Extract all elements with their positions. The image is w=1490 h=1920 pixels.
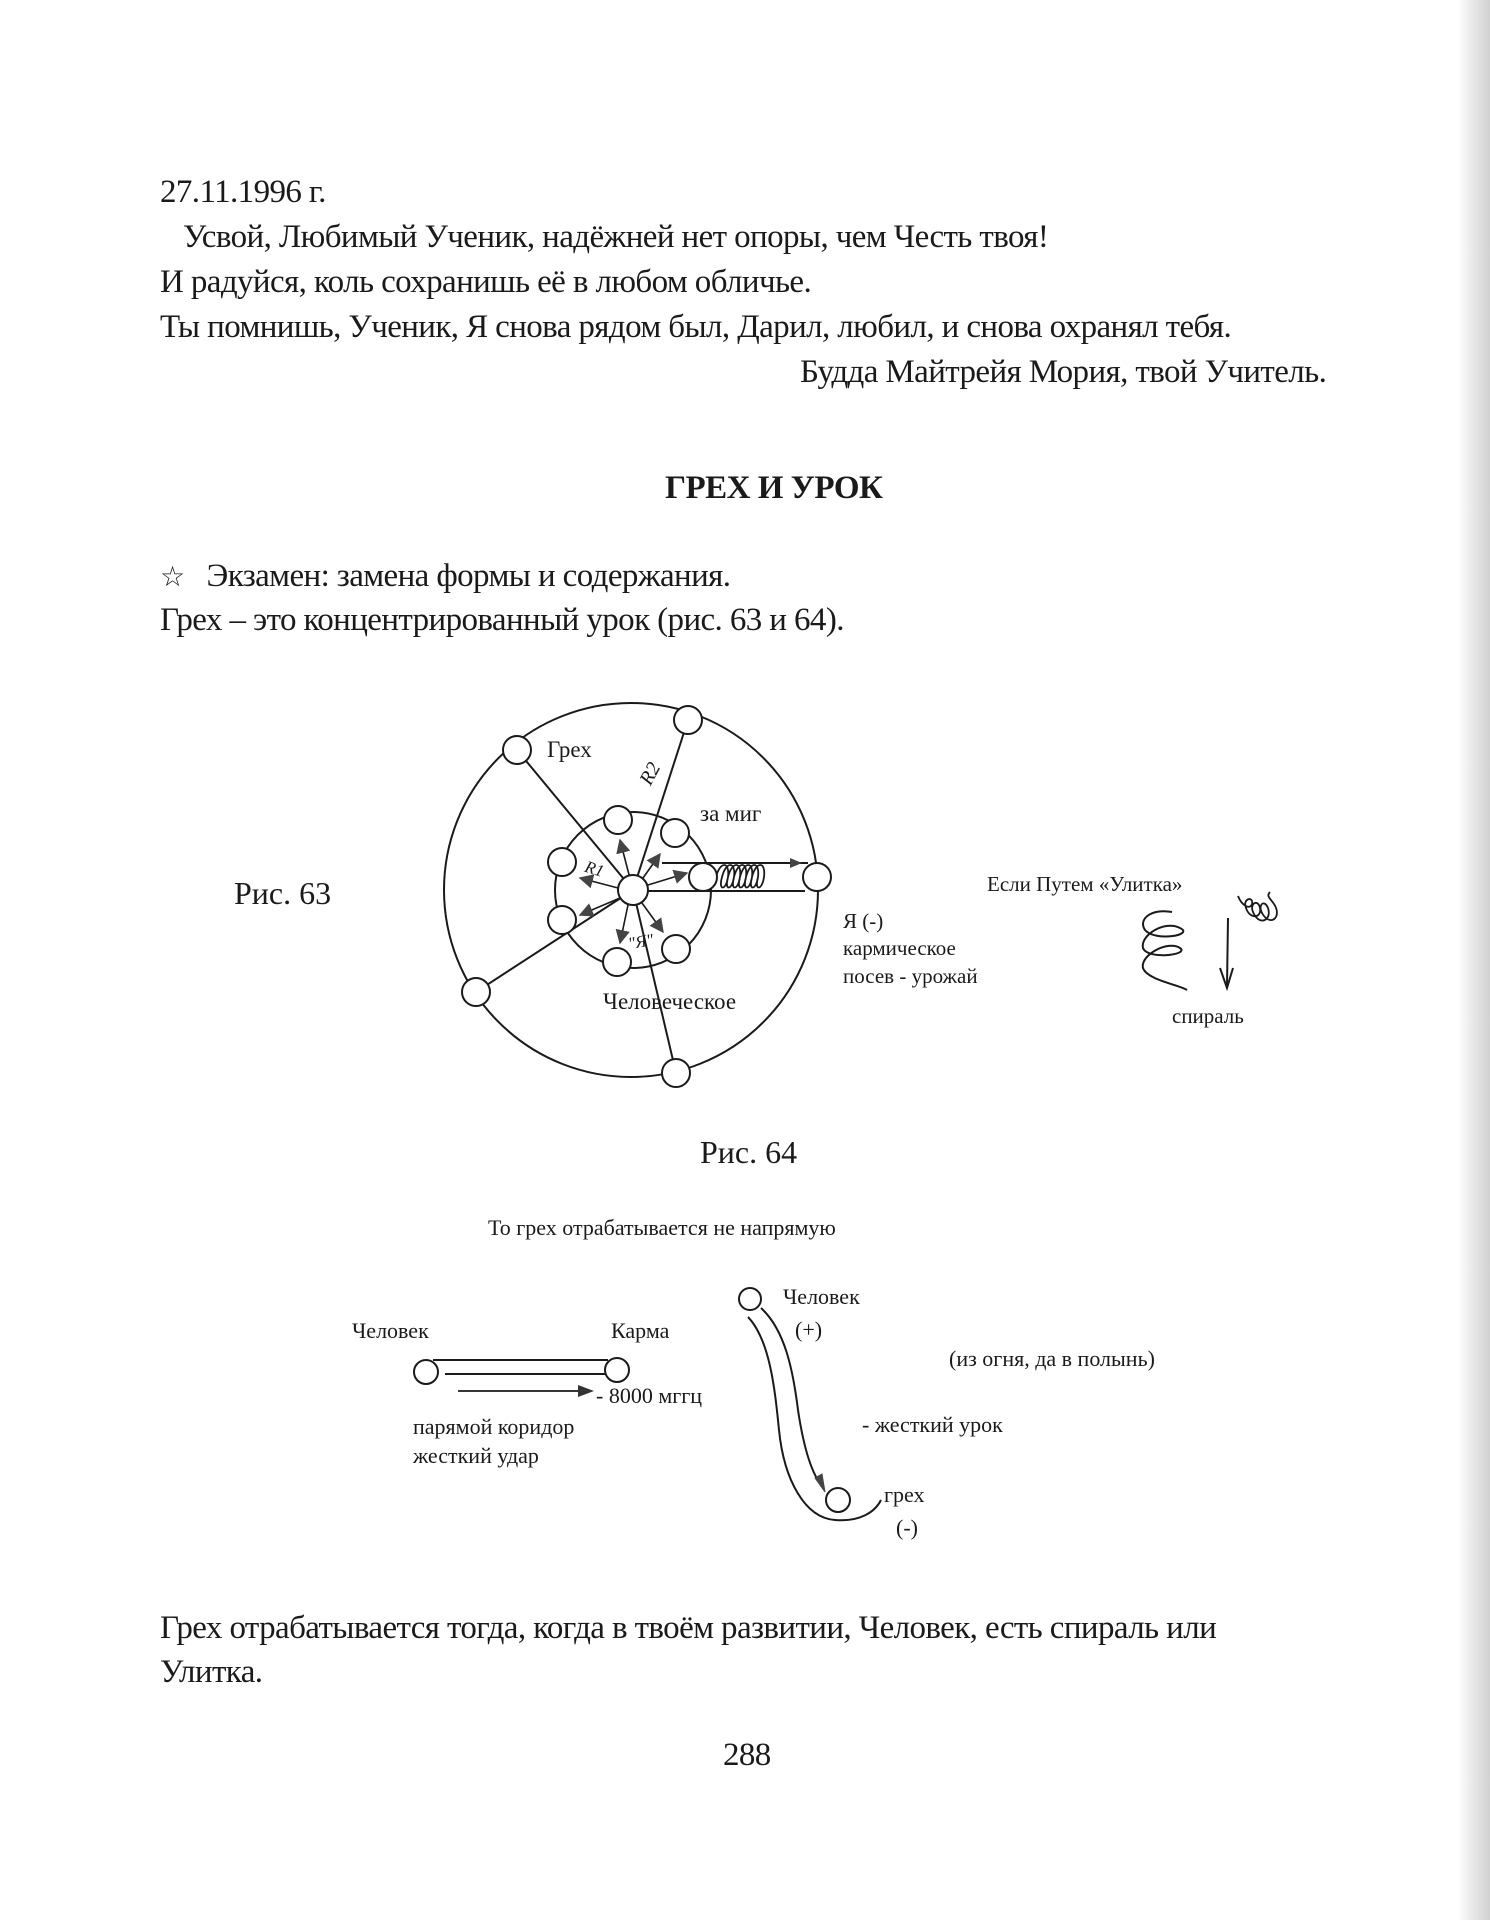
f64-hard-hit: жесткий удар: [413, 1443, 539, 1468]
message-line-2: И радуйся, коль сохранишь её в любом обличье.: [160, 264, 812, 300]
signature: Будда Майтрейя Мория, твой Учитель.: [800, 354, 1327, 390]
annotation-sow-reap: посев - урожай: [843, 964, 978, 988]
down-arrow-icon: [1220, 918, 1233, 988]
annotation-self-minus: Я (-): [843, 909, 884, 933]
f64-corridor: парямой коридор: [413, 1414, 575, 1439]
f64-hard-lesson: - жесткий урок: [862, 1412, 1003, 1437]
f64-sin: грех: [884, 1482, 925, 1507]
page-number: 288: [723, 1737, 771, 1773]
label-human: Человеческое: [603, 989, 737, 1014]
intro-line: Грех – это концентрированный урок (рис. 63 и 64).: [160, 602, 844, 638]
f64-minus: (-): [896, 1515, 918, 1540]
f64-karma: Карма: [611, 1318, 670, 1343]
label-sin: Грех: [547, 737, 592, 762]
f64-left-human: Человек: [352, 1318, 429, 1343]
label-r2: R2: [635, 758, 666, 789]
spiral-label: спираль: [1172, 1004, 1244, 1028]
f64-plus: (+): [795, 1317, 823, 1342]
figure-64-caption: Рис. 64: [700, 1134, 798, 1170]
section-title: ГРЕХ И УРОК: [665, 470, 883, 506]
label-self: "Я": [626, 930, 655, 954]
snail-title: Если Путем «Улитка»: [987, 872, 1183, 896]
label-instant: за миг: [700, 801, 762, 826]
date-line: 27.11.1996 г.: [160, 174, 326, 210]
f64-frequency: - 8000 мггц: [596, 1383, 703, 1408]
star-icon: ☆: [160, 560, 185, 593]
closing-line-1: Грех отрабатывается тогда, когда в твоём развитии, Человек, есть спираль или: [160, 1610, 1217, 1646]
message-line-3: Ты помнишь, Ученик, Я снова рядом был, Дарил, любил, и снова охранял тебя.: [160, 309, 1232, 345]
label-r1: R1: [582, 856, 607, 881]
spiral-icon: [1143, 911, 1187, 990]
message-line-1: Усвой, Любимый Ученик, надёжней нет опоры, чем Честь твоя!: [183, 219, 1049, 255]
f64-right-human: Человек: [783, 1284, 860, 1309]
figure-63-diagram: [444, 703, 831, 1087]
annotation-karmic: кармическое: [843, 936, 956, 960]
f64-saying: (из огня, да в полынь): [949, 1346, 1155, 1371]
center-node: [618, 875, 648, 905]
figure-64-subtitle: То грех отрабатывается не напрямую: [488, 1215, 836, 1240]
closing-line-2: Улитка.: [160, 1654, 263, 1690]
figure-63-caption: Рис. 63: [234, 875, 332, 911]
snail-coil-icon: [1238, 892, 1277, 921]
exam-text: Экзамен: замена формы и содержания.: [206, 558, 731, 594]
